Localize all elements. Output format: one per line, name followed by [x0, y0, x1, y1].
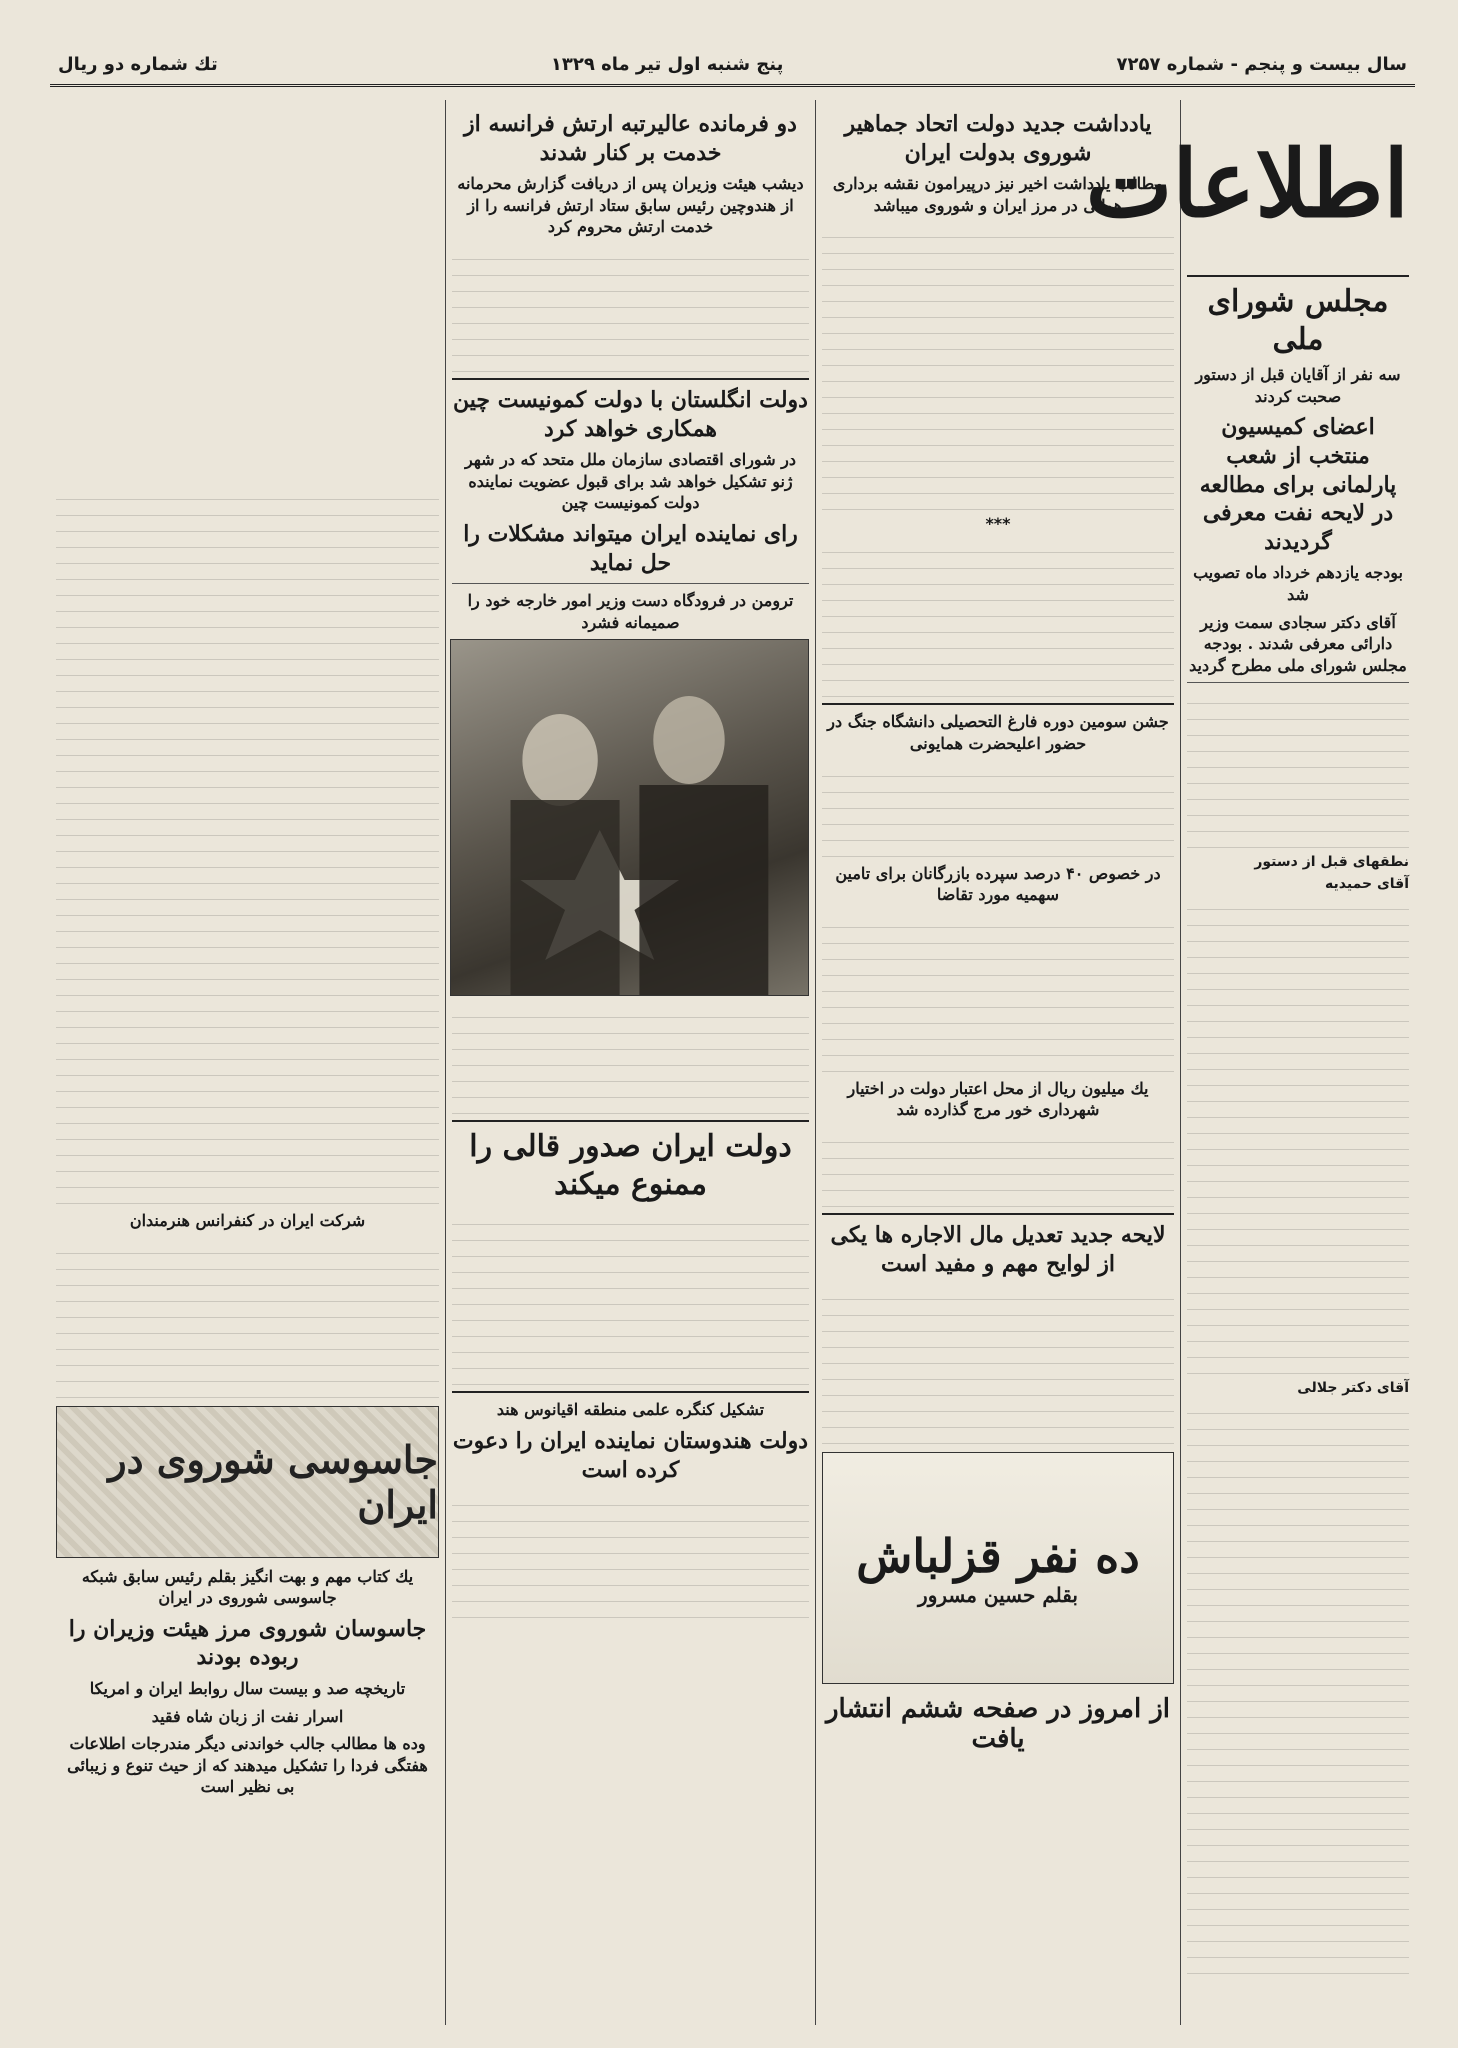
- espionage-lead: يك كتاب مهم و بهت انگیز بقلم رئیس سابق شبکه جاسوسی شوروی در ایران: [81, 1566, 414, 1608]
- artists-conference-headline: شرکت ایران در کنفرانس هنرمندان: [129, 1211, 366, 1230]
- column-1: [1085, 100, 1415, 2025]
- france-sub: دیشب هیئت وزیران پس از دریافت گزارش محرمانه از هندوچین رئیس سابق ستاد ارتش فرانسه را از خدمت ارتش محروم کرد: [457, 174, 804, 237]
- britain-china-sub: در شورای اقتصادی سازمان ملل متحد که در شهر ژنو تشکیل خواهد شد برای قبول عضویت نماینده دولت کمونیست چین: [464, 450, 797, 513]
- espionage-banner: جاسوسی شوروی در ایران: [56, 1406, 439, 1558]
- article-text-block: [452, 1490, 809, 1618]
- serial-title: ده نفر قزلباش: [856, 1529, 1140, 1584]
- article-text-block: [1187, 688, 1409, 848]
- france-headline: دو فرمانده عالیرتبه ارتش فرانسه از خدمت بر کنار شدند: [464, 111, 797, 166]
- deposit-headline: در خصوص ۴۰ درصد سپرده بازرگانان برای تامین سهمیه مورد تقاضا: [835, 863, 1161, 905]
- article-text-block: [56, 1238, 439, 1398]
- espionage-headline: جاسوسان شوروی مرز هیئت وزیران را ربوده بودند: [68, 1615, 427, 1671]
- congress-headline: تشکیل کنگره علمی منطقه اقیانوس هند: [496, 1400, 765, 1420]
- parliament-head3: آقای دکتر سجادی سمت وزیر دارائی معرفی شدند . بودجه مجلس شورای ملی مطرح گردید: [1189, 612, 1407, 675]
- truman-photo: [450, 639, 809, 996]
- column-3: [445, 100, 815, 2025]
- top-header-line: [50, 45, 1415, 87]
- article-text-block: [452, 1209, 809, 1385]
- war-college-headline: جشن سومین دوره فارغ التحصیلی دانشگاه جنگ در حضور اعلیحضرت همایونی: [827, 712, 1169, 753]
- serial-story-illustration: [822, 1452, 1174, 1684]
- column-2: [815, 100, 1180, 2025]
- article-text-block: [452, 244, 809, 372]
- issue-date: پنج شنبه اول تیر ماه ۱۳۲۹: [550, 54, 784, 75]
- india-invite-headline: دولت هندوستان نماینده ایران را دعوت کرده است: [452, 1427, 809, 1483]
- municipality-headline: یك میلیون ریال از محل اعتبار دولت در اختیار شهرداری خور مرج گذارده شد: [847, 1078, 1149, 1120]
- article-text-block: [822, 222, 1174, 510]
- serial-footer: از امروز در صفحه ششم انتشار یافت: [826, 1694, 1170, 1755]
- article-text-block: [822, 912, 1174, 1072]
- article-text-block: [822, 1127, 1174, 1207]
- parliament-sub: سه نفر از آقایان قبل از دستور صحبت کردند: [1195, 365, 1401, 406]
- iran-america-line: تاریخچه صد و بیست سال روابط ایران و امریکا: [89, 1678, 406, 1698]
- parliament-title: مجلس شورای ملی: [1207, 284, 1389, 357]
- parliament-head1: اعضای کمیسیون منتخب از شعب پارلمانی برای مطالعه در لایحه نفت معرفی گردیدند: [1199, 414, 1397, 555]
- soviet-note-headline: یادداشت جدید دولت اتحاد جماهیر شوروی بدولت ایران: [844, 111, 1152, 166]
- article-text-block: [56, 484, 439, 1204]
- column-4: [50, 100, 445, 2025]
- photo-title: ترومن در فرودگاه دست وزیر امور خارجه خود را صمیمانه فشرد: [467, 591, 794, 632]
- speeches-subhead: نطقهای قبل از دستور: [1254, 854, 1409, 871]
- photo-figure-icon: [451, 640, 808, 995]
- parliament-head2: بودجه یازدهم خرداد ماه تصویب شد: [1193, 563, 1403, 604]
- newspaper-page: [50, 45, 1415, 2025]
- speaker-jalali: آقای دکتر جلالی: [1297, 1380, 1409, 1397]
- masthead-logo: اطلاعات: [1085, 130, 1409, 238]
- article-text-block: [822, 761, 1174, 857]
- article-text-block: [822, 1284, 1174, 1444]
- carpet-headline: دولت ایران صدور قالی را ممنوع میکند: [469, 1129, 792, 1202]
- separator-stars: ***: [985, 514, 1011, 534]
- rent-bill-headline: لایحه جدید تعدیل مال الاجاره ها یکی از لوایح مهم و مفید است: [830, 1221, 1166, 1277]
- article-text-block: [822, 537, 1174, 697]
- serial-author: بقلم حسین مسرور: [918, 1583, 1078, 1608]
- photo-caption-text: [452, 1002, 809, 1114]
- speaker-hamidieh: آقای حمیدیه: [1325, 876, 1409, 893]
- britain-china-headline: دولت انگلستان با دولت کمونیست چین همکاری خواهد کرد: [453, 386, 808, 442]
- article-text-block: [1187, 894, 1409, 1374]
- year-issue: سال بیست و پنجم - شماره ۷۲۵۷: [1116, 54, 1407, 75]
- soviet-note-sub: مطالب یادداشت اخیر نیز درپیرامون نقشه برداری هوائی در مرز ایران و شوروی میباشد: [832, 174, 1164, 215]
- oil-secrets-line: اسرار نفت از زبان شاه فقید: [151, 1706, 344, 1726]
- iran-vote-headline: رای نماینده ایران میتواند مشکلات را حل نماید: [463, 520, 798, 576]
- issue-price: تك شماره دو ريال: [58, 54, 218, 75]
- article-text-block: [1187, 1398, 1409, 1974]
- weekly-promo-line: وده ها مطالب جالب خواندنی دیگر مندرجات اطلاعات هفتگی فردا را تشکیل میدهند که از حیث تنوع و زیبائی بی نظیر است: [67, 1734, 428, 1797]
